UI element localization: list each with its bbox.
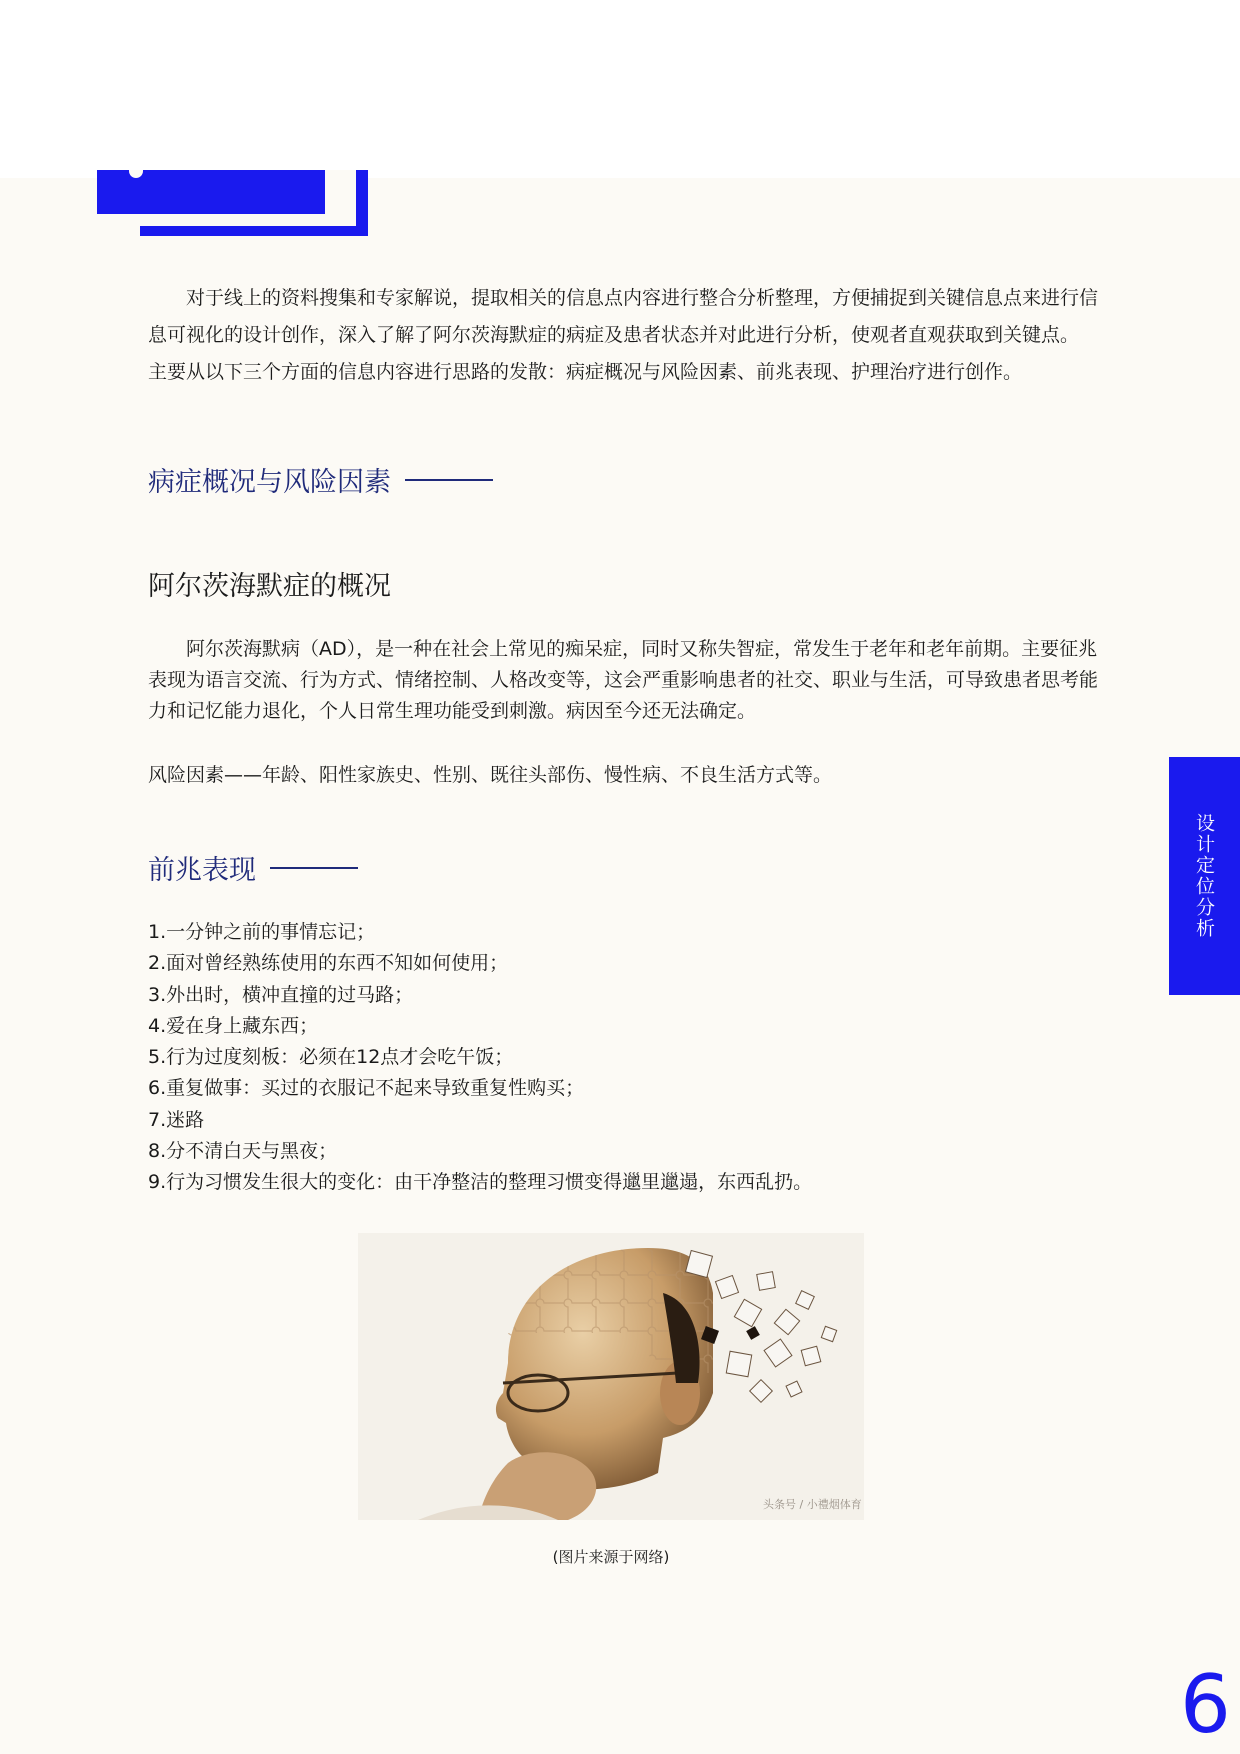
- illustration-photo: [358, 1233, 864, 1520]
- section-title: 前兆表现: [148, 855, 256, 886]
- list-item: 9.行为习惯发生很大的变化：由干净整洁的整理习惯变得邋里邋遢，东西乱扔。: [148, 1171, 813, 1194]
- overview-text: [148, 634, 1108, 727]
- side-tab-design-analysis[interactable]: [1169, 757, 1240, 995]
- heading-rule: [270, 867, 358, 869]
- page-number: 6: [1180, 1658, 1231, 1751]
- list-item: 5.行为过度刻板：必须在12点才会吃午饭；: [148, 1046, 514, 1069]
- warning-signs-list: [148, 917, 812, 1199]
- section-heading-overview: [148, 460, 493, 499]
- intro-paragraph: 对于线上的资料搜集和专家解说，提取相关的信息点内容进行整合分析整理，方便捕捉到关键信息点来进行信息可视化的设计创作，深入了解了阿尔茨海默症的病症及患者状态并对此进行分析，使观者直观获取到关键点。: [148, 287, 1099, 346]
- intro-summary: 主要从以下三个方面的信息内容进行思路的发散：病症概况与风险因素、前兆表现、护理治疗进行创作。: [148, 361, 1023, 383]
- heading-rule: [405, 479, 493, 481]
- list-item: 4.爱在身上藏东西；: [148, 1014, 319, 1037]
- side-tab-label: 设计定位分析: [1193, 813, 1215, 939]
- section-title: 病症概况与风险因素: [148, 467, 391, 498]
- list-item: 3.外出时，横冲直撞的过马路；: [148, 983, 414, 1006]
- risk-factors: 风险因素——年龄、阳性家族史、性别、既往头部伤、慢性病、不良生活方式等。: [148, 764, 833, 786]
- section-heading-signs: [148, 848, 358, 887]
- list-item: 7.迷路: [148, 1108, 205, 1131]
- overview-paragraph: 阿尔茨海默病（AD），是一种在社会上常见的痴呆症，同时又称失智症，常发生于老年和老年前期。主要征兆表现为语言交流、行为方式、情绪控制、人格改变等，这会严重影响患者的社交、职业与生活，可导致患者思考能力和记忆能力退化，个人日常生理功能受到刺激。病因至今还无法确定。: [148, 638, 1099, 722]
- subheading-overview: 阿尔茨海默症的概况: [148, 571, 391, 602]
- puzzle-head-illustration: [358, 1233, 864, 1520]
- list-item: 2.面对曾经熟练使用的东西不知如何使用；: [148, 952, 509, 975]
- intro-section: [148, 280, 1108, 391]
- photo-watermark: 头条号 / 小禮烟体育: [763, 1498, 862, 1511]
- image-caption: (图片来源于网络): [552, 1548, 670, 1566]
- list-item: 8.分不清白天与黑夜；: [148, 1140, 338, 1163]
- list-item: 1.一分钟之前的事情忘记；: [148, 921, 376, 943]
- list-item: 6.重复做事：买过的衣服记不起来导致重复性购买；: [148, 1077, 585, 1100]
